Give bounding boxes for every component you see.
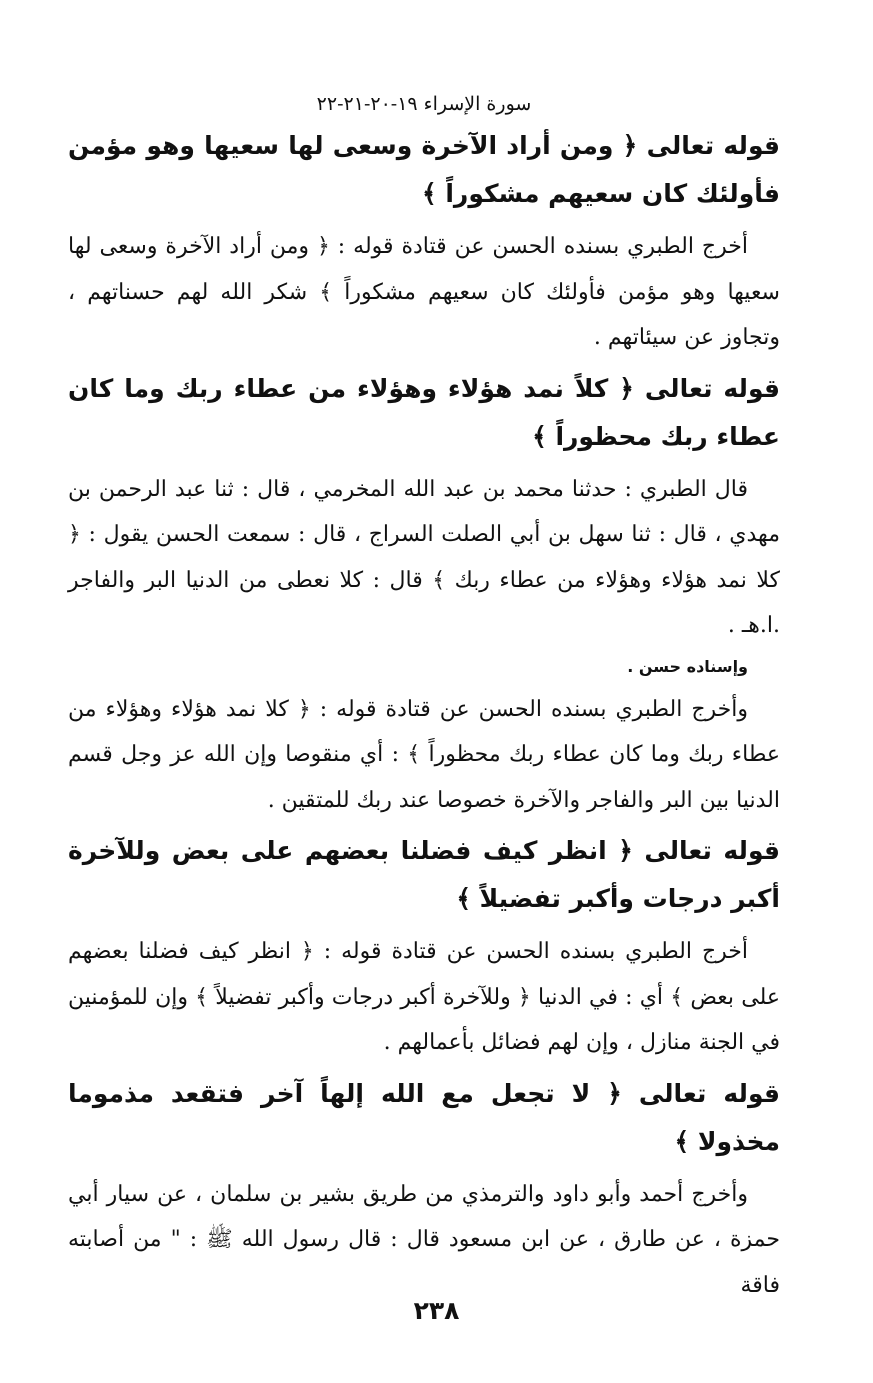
commentary-paragraph: وأخرج الطبري بسنده الحسن عن قتادة قوله : ﴿ كلا نمد هؤلاء وهؤلاء من عطاء ربك وما كان عطاء ربك محظوراً ﴾ : أي منقوصا وإن الله عز وجل قسم الدنيا بين البر والفاجر والآخرة خصوصا عند ربك للمتقين .	[68, 696, 780, 813]
verse-heading: قوله تعالى ﴿ كلاً نمد هؤلاء وهؤلاء من عطاء ربك وما كان عطاء ربك محظوراً ﴾	[68, 373, 780, 451]
running-title: سورة الإسراء ١٩-٢٠-٢١-٢٢	[316, 93, 532, 115]
verse-section-4	[68, 1070, 780, 1309]
page-number: ٢٣٨	[413, 1296, 460, 1325]
isnad-grading: وإسناده حسن .	[627, 656, 748, 676]
verse-heading: قوله تعالى ﴿ انظر كيف فضلنا بعضهم على بعض وللآخرة أكبر درجات وأكبر تفضيلاً ﴾	[68, 836, 780, 913]
commentary-paragraph: قال الطبري : حدثنا محمد بن عبد الله المخرمي ، قال : ثنا عبد الرحمن بن مهدي ، قال : ثنا سهل بن أبي الصلت السراج ، قال : سمعت الحسن يقول : ﴿ كلا نمد هؤلاء وهؤلاء من عطاء ربك ﴾ قال : كلا نعطى من الدنيا البر والفاجر .ا.هـ .	[68, 476, 780, 638]
verse-section-2	[68, 365, 780, 824]
verse-section-1	[68, 122, 780, 361]
commentary-paragraph: أخرج الطبري بسنده الحسن عن قتادة قوله : ﴿ انظر كيف فضلنا بعضهم على بعض ﴾ أي : في الدنيا ﴿ وللآخرة أكبر درجات وأكبر تفضيلاً ﴾ وإن للمؤمنين في الجنة منازل ، وإن لهم فضائل بأعمالهم .	[68, 939, 780, 1055]
verse-heading: قوله تعالى ﴿ لا تجعل مع الله إلهاً آخر فتقعد مذموما مخذولا ﴾	[68, 1078, 780, 1156]
verse-heading: قوله تعالى ﴿ ومن أراد الآخرة وسعى لها سعيها وهو مؤمن فأولئك كان سعيهم مشكوراً ﴾	[68, 131, 780, 208]
commentary-paragraph: وأخرج أحمد وأبو داود والترمذي من طريق بشير بن سلمان ، عن سيار أبي حمزة ، عن طارق ، عن ابن مسعود قال : قال رسول الله ﷺ : " من أصابته فاقة	[68, 1181, 780, 1298]
book-page	[68, 90, 780, 1312]
verse-section-3	[68, 827, 780, 1066]
commentary-paragraph: أخرج الطبري بسنده الحسن عن قتادة قوله : ﴿ ومن أراد الآخرة وسعى لها سعيها وهو مؤمن فأولئك كان سعيهم مشكوراً ﴾ شكر الله لهم حسناتهم ، وتجاوز عن سيئاتهم .	[68, 234, 780, 350]
